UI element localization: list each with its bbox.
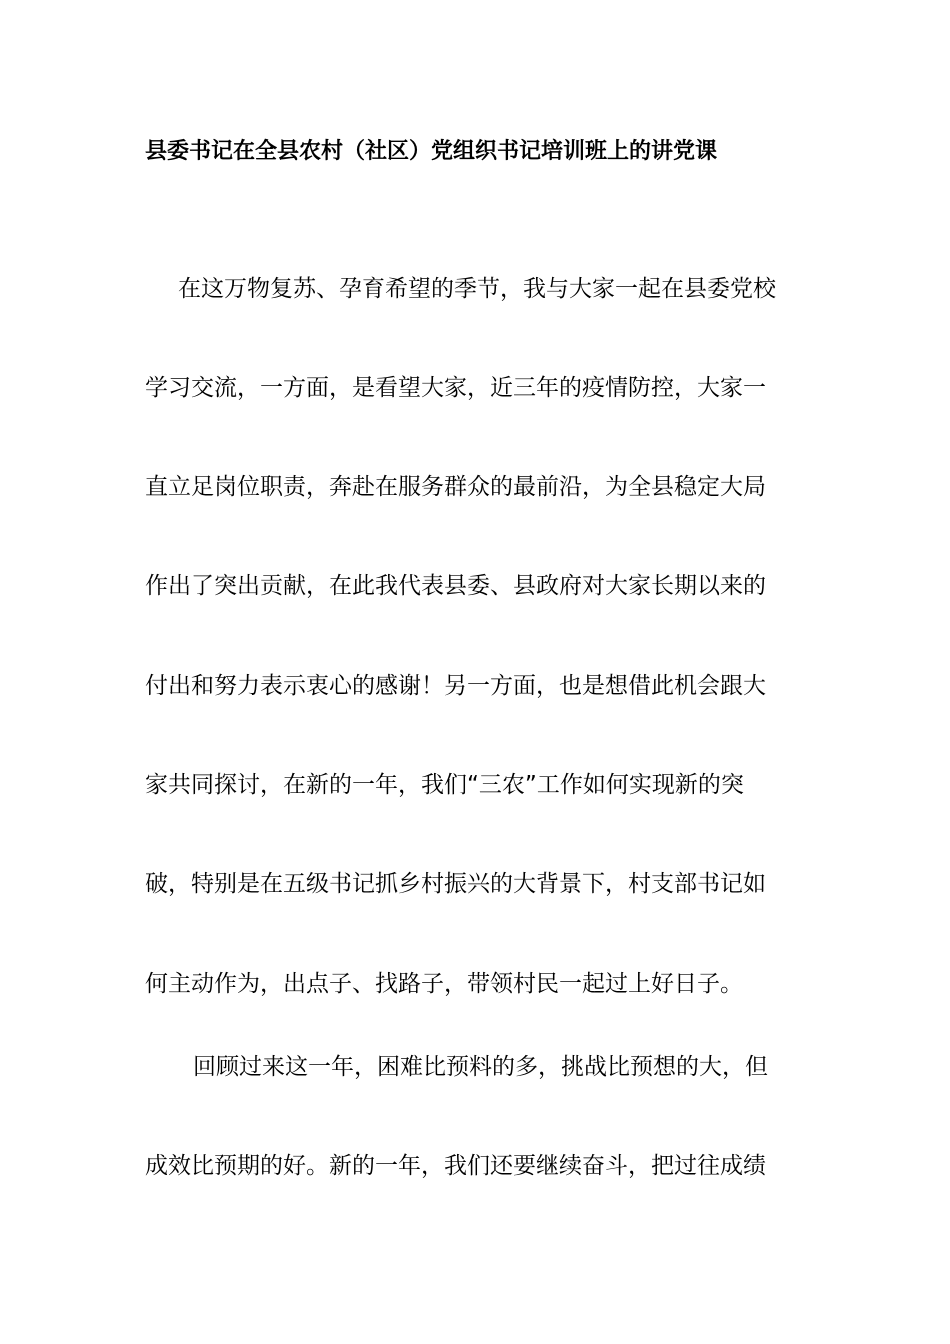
document-title: 县委书记在全县农村（社区）党组织书记培训班上的讲党课 — [145, 139, 718, 164]
paragraph-line: 回顾过来这一年，困难比预料的多，挑战比预想的大，但 — [193, 1054, 768, 1080]
paragraph-line: 直立足岗位职责，奔赴在服务群众的最前沿，为全县稳定大局 — [145, 474, 766, 500]
paragraph-line: 付出和努力表示衷心的感谢！另一方面，也是想借此机会跟大 — [145, 673, 766, 699]
paragraph-line: 家共同探讨，在新的一年，我们“三农”工作如何实现新的突 — [145, 772, 744, 798]
paragraph-line: 作出了突出贡献，在此我代表县委、县政府对大家长期以来的 — [145, 573, 766, 599]
paragraph-line: 学习交流，一方面，是看望大家，近三年的疫情防控，大家一 — [145, 375, 766, 401]
paragraph-line: 在这万物复苏、孕育希望的季节，我与大家一起在县委党校 — [178, 276, 776, 302]
paragraph-line: 何主动作为，出点子、找路子，带领村民一起过上好日子。 — [145, 971, 743, 997]
paragraph-line: 成效比预期的好。新的一年，我们还要继续奋斗，把过往成绩 — [145, 1153, 766, 1179]
paragraph-line: 破，特别是在五级书记抓乡村振兴的大背景下，村支部书记如 — [145, 871, 766, 897]
